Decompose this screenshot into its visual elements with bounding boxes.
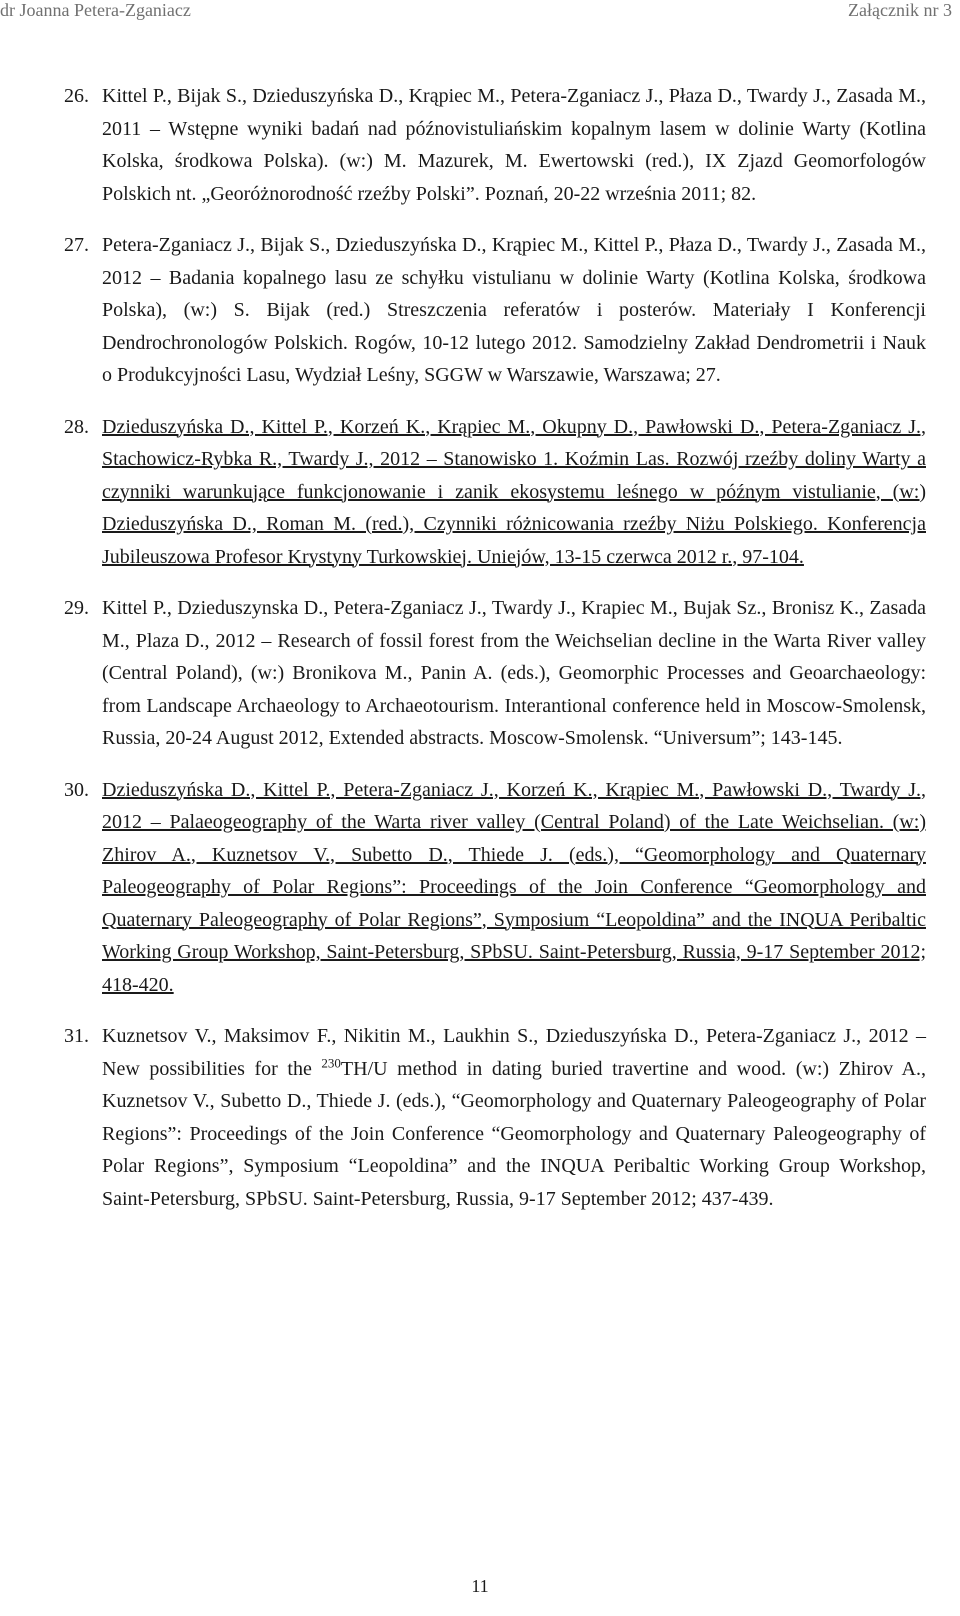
reference-text-underlined: Dzieduszyńska D., Kittel P., Korzeń K., Krąpiec M., Okupny D., Pawłowski D., Petera-Zganiacz J., Stachowicz-Rybka R., Twardy J., 2012 – Stanowisko 1. Koźmin Las. Rozwój rzeźby doliny Warty a czynniki warunkujące funkcjonowanie i zanik ekosystemu leśnego w późnym vistulianie, (w:) Dzieduszyńska D., Roman M. (red.), Czynniki różnicowania rzeźby Niżu Polskiego. Konferencja Jubileuszowa Profesor Krystyny Turkowskiej. Uniejów, 13-15 czerwca 2012 r., 97-104.: [102, 415, 926, 568]
header-attachment-label: Załącznik nr 3: [848, 0, 952, 20]
reference-text: Kittel P., Bijak S., Dzieduszyńska D., Krąpiec M., Petera-Zganiacz J., Płaza D., Twardy J., Zasada M., 2011 – Wstępne wyniki badań nad późnovistuliańskim kopalnym lasem w dolinie Warty (Kotlina Kolska, środkowa Polska). (w:) M. Mazurek, M. Ewertowski (red.), IX Zjazd Geomorfologów Polskich nt. „Georóżnorodność rzeźby Polski”. Poznań, 20-22 września 2011; 82.: [102, 85, 926, 205]
reference-text: [102, 1020, 926, 1215]
reference-item: [62, 592, 926, 755]
reference-item: [62, 229, 926, 392]
header-author: dr Joanna Petera-Zganiacz: [0, 0, 191, 20]
reference-number: 29.: [64, 597, 89, 619]
reference-number: 28.: [64, 415, 89, 438]
reference-number: 31.: [64, 1025, 89, 1047]
reference-number: 26.: [64, 85, 89, 107]
reference-item: [62, 80, 926, 210]
reference-number: 27.: [64, 234, 89, 256]
reference-text-part: Kuznetsov V., Maksimov F., Nikitin M., Laukhin S., Dzieduszyńska D., Petera-Zganiacz J., 2012 – New possibilities for the: [102, 1025, 926, 1080]
reference-list: [62, 80, 926, 1234]
reference-text: Kittel P., Dzieduszynska D., Petera-Zganiacz J., Twardy J., Krapiec M., Bujak Sz., Bronisz K., Zasada M., Plaza D., 2012 – Research of fossil forest from the Weichselian decline in the Warta River valley (Central Poland), (w:) Bronikova M., Panin A. (eds.), Geomorphic Processes and Geoarchaeology: from Landscape Archaeology to Archaeotourism. Interantional conference held in Moscow-Smolensk, Russia, 20-24 August 2012, Extended abstracts. Moscow-Smolensk. “Universum”; 143-145.: [102, 597, 926, 749]
reference-text-part: TH/U method in dating buried travertine and wood. (w:) Zhirov A., Kuznetsov V., Subetto D., Thiede J. (eds.), “Geomorphology and Quaternary Paleogeography of Polar Regions”: Proceedings of the Join Conference “Geomorphology and Quaternary Paleogeography of Polar Regions”, Symposium “Leopoldina” and the INQUA Peribaltic Working Group Workshop, Saint-Petersburg, SPbSU. Saint-Petersburg, Russia, 9-17 September 2012; 437-439.: [102, 1057, 927, 1210]
reference-number: 30.: [64, 778, 89, 801]
page-number: 11: [471, 1576, 489, 1596]
reference-text: Petera-Zganiacz J., Bijak S., Dzieduszyńska D., Krąpiec M., Kittel P., Płaza D., Twardy J., Zasada M., 2012 – Badania kopalnego lasu ze schyłku vistulianu w dolinie Warty (Kotlina Kolska, środkowa Polska), (w:) S. Bijak (red.) Streszczenia referatów i posterów. Materiały I Konferencji Dendrochronologów Polskich. Rogów, 10-12 lutego 2012. Samodzielny Zakład Dendrometrii i Nauk o Produkcyjności Lasu, Wydział Leśny, SGGW w Warszawie, Warszawa; 27.: [102, 234, 926, 386]
isotope-superscript: 230: [321, 1054, 341, 1070]
reference-text-underlined: Dzieduszyńska D., Kittel P., Petera-Zganiacz J., Korzeń K., Krąpiec M., Pawłowski D., Twardy J., 2012 – Palaeogeography of the Warta river valley (Central Poland) of the Late Weichselian. (w:) Zhirov A., Kuznetsov V., Subetto D., Thiede J. (eds.), “Geomorphology and Quaternary Paleogeography of Polar Regions”: Proceedings of the Join Conference “Geomorphology and Quaternary Paleogeography of Polar Regions”, Symposium “Leopoldina” and the INQUA Peribaltic Working Group Workshop, Saint-Petersburg, SPbSU. Saint-Petersburg, Russia, 9-17 September 2012; 418-420.: [102, 778, 926, 996]
reference-item: [62, 1020, 926, 1215]
reference-item: [62, 411, 926, 574]
page-header: [0, 0, 960, 30]
reference-item: [62, 774, 926, 1002]
